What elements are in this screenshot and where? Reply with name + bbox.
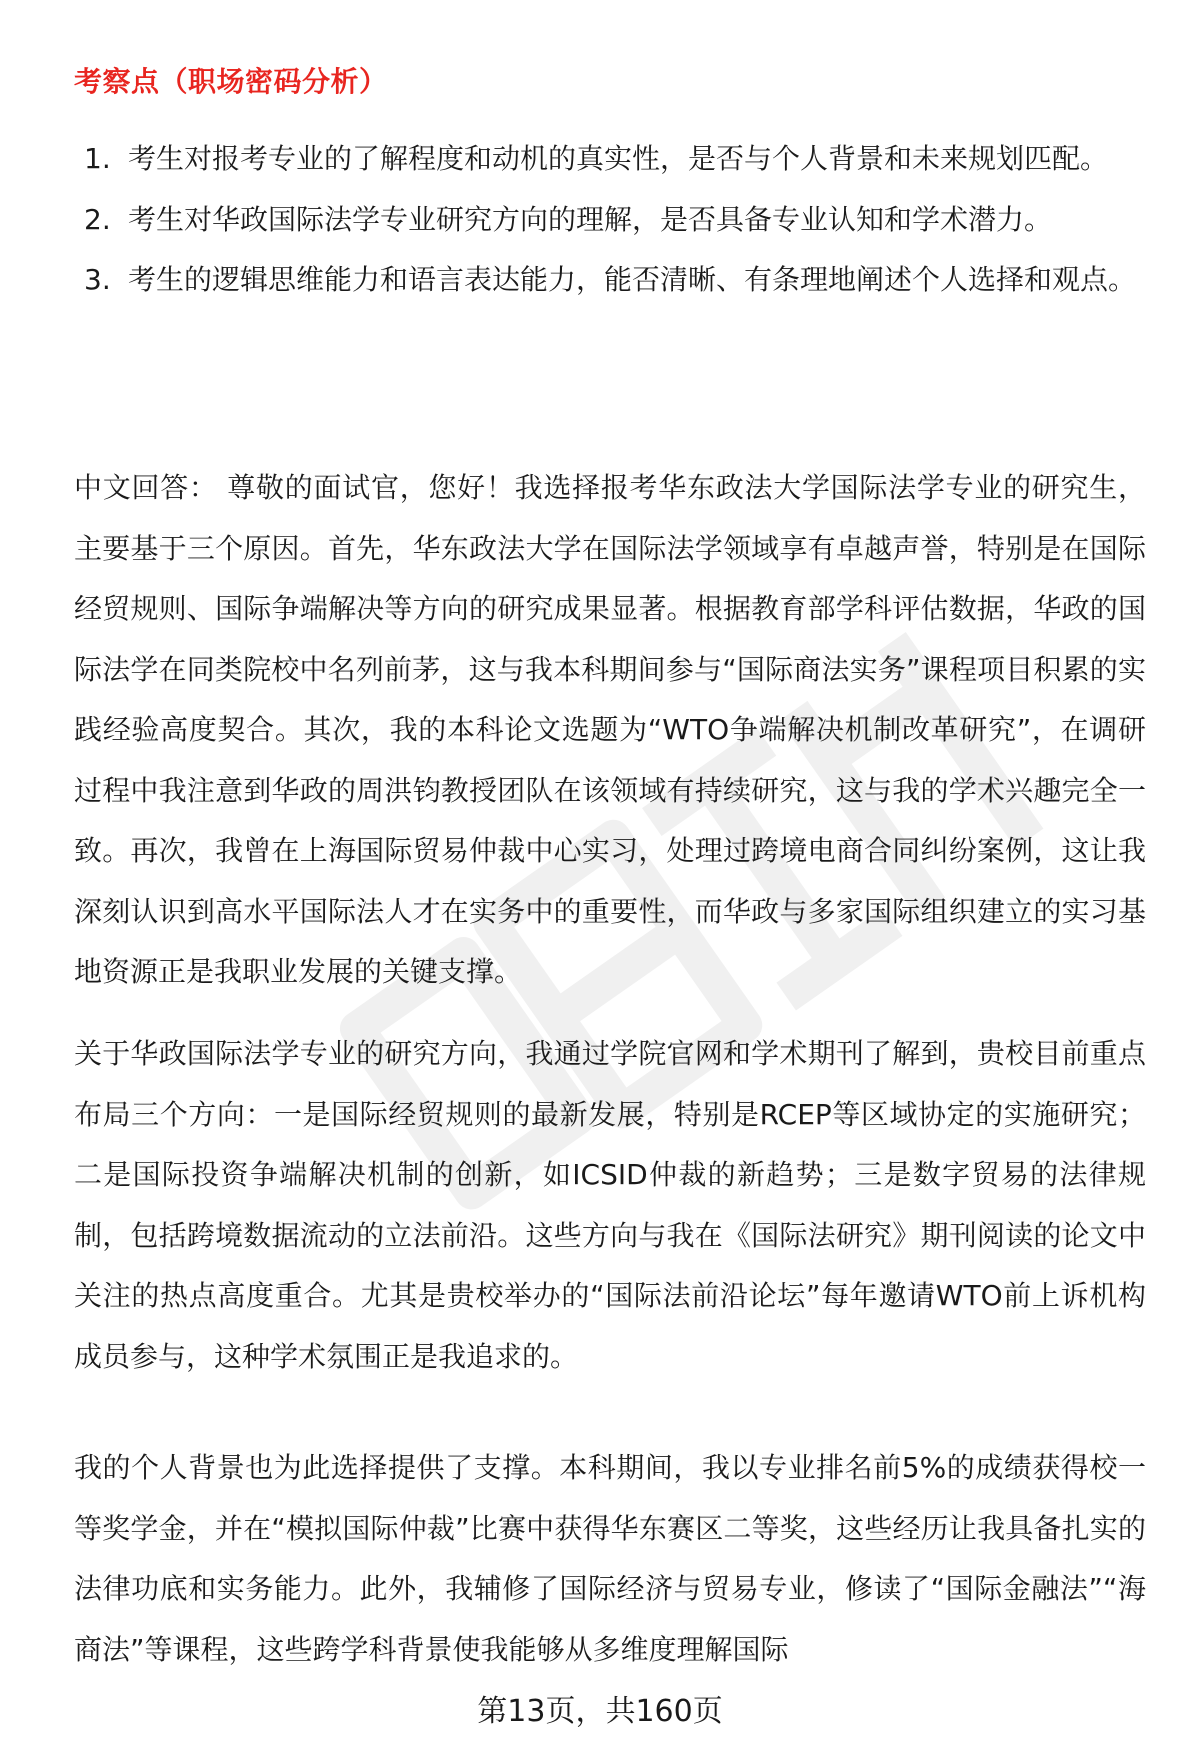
list-item — [74, 191, 1146, 249]
list-item-number: 3. — [84, 263, 111, 296]
page-number-footer: 第13页，共160页 — [477, 1694, 723, 1729]
list-item-text: 考生的逻辑思维能力和语言表达能力，能否清晰、有条理地阐述个人选择和观点。 — [128, 263, 1137, 296]
assessment-points-list — [74, 130, 1146, 312]
list-item — [74, 251, 1146, 309]
answer-paragraph-intro: 中文回答： 尊敬的面试官，您好！我选择报考华东政法大学国际法学专业的研究生，主要基于三个原因。首先，华东政法大学在国际法学领域享有卓越声誉，特别是在国际经贸规则、国际争端解决等方向的研究成果显著。根据教育部学科评估数据，华政的国际法学在同类院校中名列前茅，这与我本科期间参与“国际商法实务”课程项目积累的实践经验高度契合。其次，我的本科论文选题为“WTO争端解决机制改革研究”，在调研过程中我注意到华政的周洪钧教授团队在该领域有持续研究，这与我的学术兴趣完全一致。再次，我曾在上海国际贸易仲裁中心实习，处理过跨境电商合同纠纷案例，这让我深刻认识到高水平国际法人才在实务中的重要性，而华政与多家国际组织建立的实习基地资源正是我职业发展的关键支撑。 — [74, 471, 1146, 988]
section-heading: 考察点（职场密码分析） — [74, 65, 388, 98]
answer-paragraph-research-directions: 关于华政国际法学专业的研究方向，我通过学院官网和学术期刊了解到，贵校目前重点布局三个方向：一是国际经贸规则的最新发展，特别是RCEP等区域协定的实施研究；二是国际投资争端解决机制的创新，如ICSID仲裁的新趋势；三是数字贸易的法律规制，包括跨境数据流动的立法前沿。这些方向与我在《国际法研究》期刊阅读的论文中关注的热点高度重合。尤其是贵校举办的“国际法前沿论坛”每年邀请WTO前上诉机构成员参与，这种学术氛围正是我追求的。 — [74, 1037, 1146, 1373]
list-item-number: 2. — [84, 202, 111, 236]
answer-paragraph-background: 我的个人背景也为此选择提供了支撑。本科期间，我以专业排名前5%的成绩获得校一等奖学金，并在“模拟国际仲裁”比赛中获得华东赛区二等奖，这些经历让我具备扎实的法律功底和实务能力。此外，我辅修了国际经济与贸易专业，修读了“国际金融法”“海商法”等课程，这些跨学科背景使我能够从多维度理解国际 — [74, 1451, 1146, 1666]
list-item-number: 1. — [84, 142, 111, 175]
list-item-text: 考生对报考专业的了解程度和动机的真实性，是否与个人背景和未来规划匹配。 — [128, 142, 1109, 175]
list-item — [74, 130, 1146, 188]
list-item-text: 考生对华政国际法学专业研究方向的理解，是否具备专业认知和学术潜力。 — [128, 202, 1053, 236]
